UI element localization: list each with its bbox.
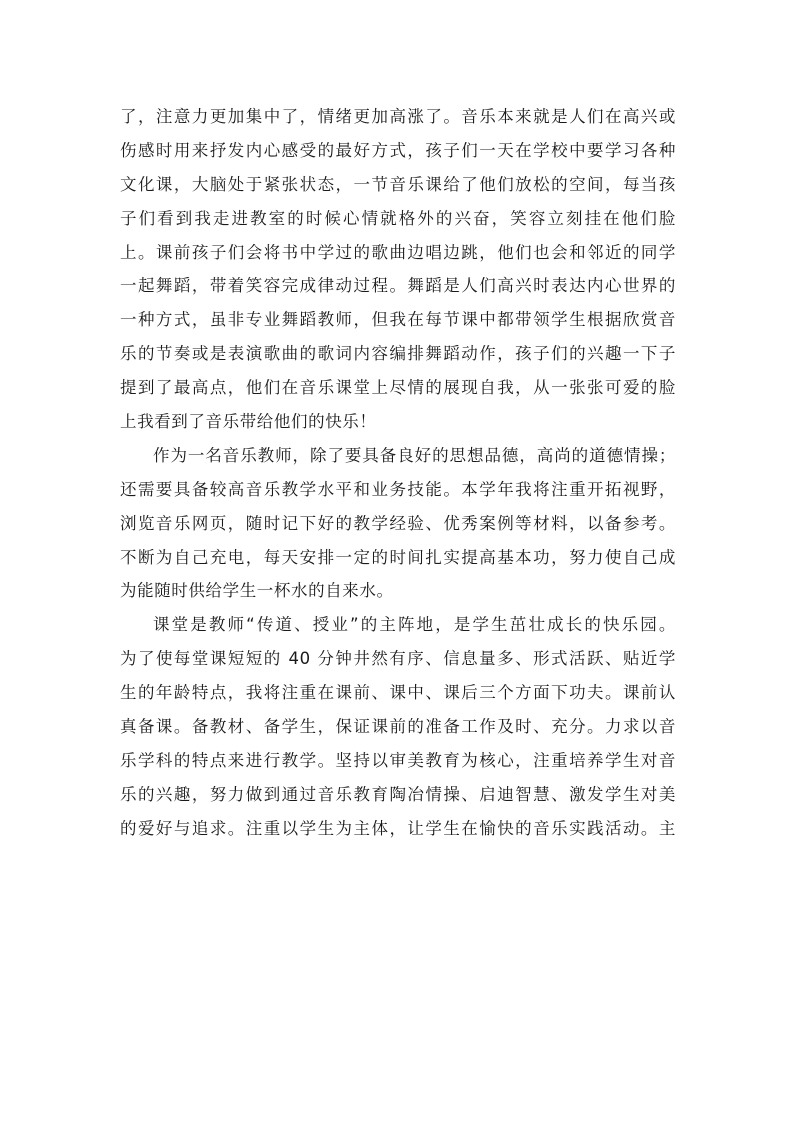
text-line: 乐的兴趣，努力做到通过音乐教育陶冶情操、启迪智慧、激发学生对美	[120, 784, 676, 804]
text-line: 了，注意力更加集中了，情绪更加高涨了。音乐本来就是人们在高兴或	[120, 107, 676, 126]
text-line: 一起舞蹈，带着笑容完成律动过程。舞蹈是人们高兴时表达内心世界的	[120, 276, 676, 296]
text-line: 课堂是教师“传道、授业”的主阵地，是学生茁壮成长的快乐园。	[153, 615, 676, 635]
paragraph-1	[120, 100, 676, 439]
text-line: 乐学科的特点来进行教学。坚持以审美教育为核心，注重培养学生对音	[120, 750, 676, 770]
text-line: 上。课前孩子们会将书中学过的歌曲边唱边跳，他们也会和邻近的同学	[120, 242, 676, 262]
text-line: 的爱好与追求。注重以学生为主体，让学生在愉快的音乐实践活动。主	[120, 818, 676, 838]
text-line: 为了使每堂课短短的 40 分钟井然有序、信息量多、形式活跃、贴近学	[120, 649, 676, 669]
paragraph-3	[120, 608, 676, 845]
text-line: 上我看到了音乐带给他们的快乐！	[120, 412, 377, 432]
text-line: 提到了最高点，他们在音乐课堂上尽情的展现自我，从一张张可爱的脸	[120, 378, 676, 398]
text-line: 浏览音乐网页，随时记下好的教学经验、优秀案例等材料，以备参考。	[120, 513, 676, 533]
text-line: 生的年龄特点，我将注重在课前、课中、课后三个方面下功夫。课前认	[120, 683, 676, 703]
text-line: 还需要具备较高音乐教学水平和业务技能。本学年我将注重开拓视野，	[120, 479, 676, 499]
text-line: 一种方式，虽非专业舞蹈教师，但我在每节课中都带领学生根据欣赏音	[120, 310, 676, 330]
text-line: 作为一名音乐教师，除了要具备良好的思想品德，高尚的道德情操；	[153, 445, 676, 465]
paragraph-2	[120, 439, 676, 608]
text-line: 伤感时用来抒发内心感受的最好方式，孩子们一天在学校中要学习各种	[120, 140, 676, 160]
text-line: 真备课。备教材、备学生，保证课前的准备工作及时、充分。力求以音	[120, 717, 676, 737]
text-line: 文化课，大脑处于紧张状态，一节音乐课给了他们放松的空间，每当孩	[120, 174, 676, 194]
document-body	[120, 100, 676, 846]
text-line: 不断为自己充电，每天安排一定的时间扎实提高基本功，努力使自己成	[120, 547, 676, 567]
text-line: 乐的节奏或是表演歌曲的歌词内容编排舞蹈动作，孩子们的兴趣一下子	[120, 344, 676, 364]
text-line: 子们看到我走进教室的时候心情就格外的兴奋，笑容立刻挂在他们脸	[120, 208, 676, 228]
text-line: 为能随时供给学生一杯水的自来水。	[120, 581, 394, 601]
